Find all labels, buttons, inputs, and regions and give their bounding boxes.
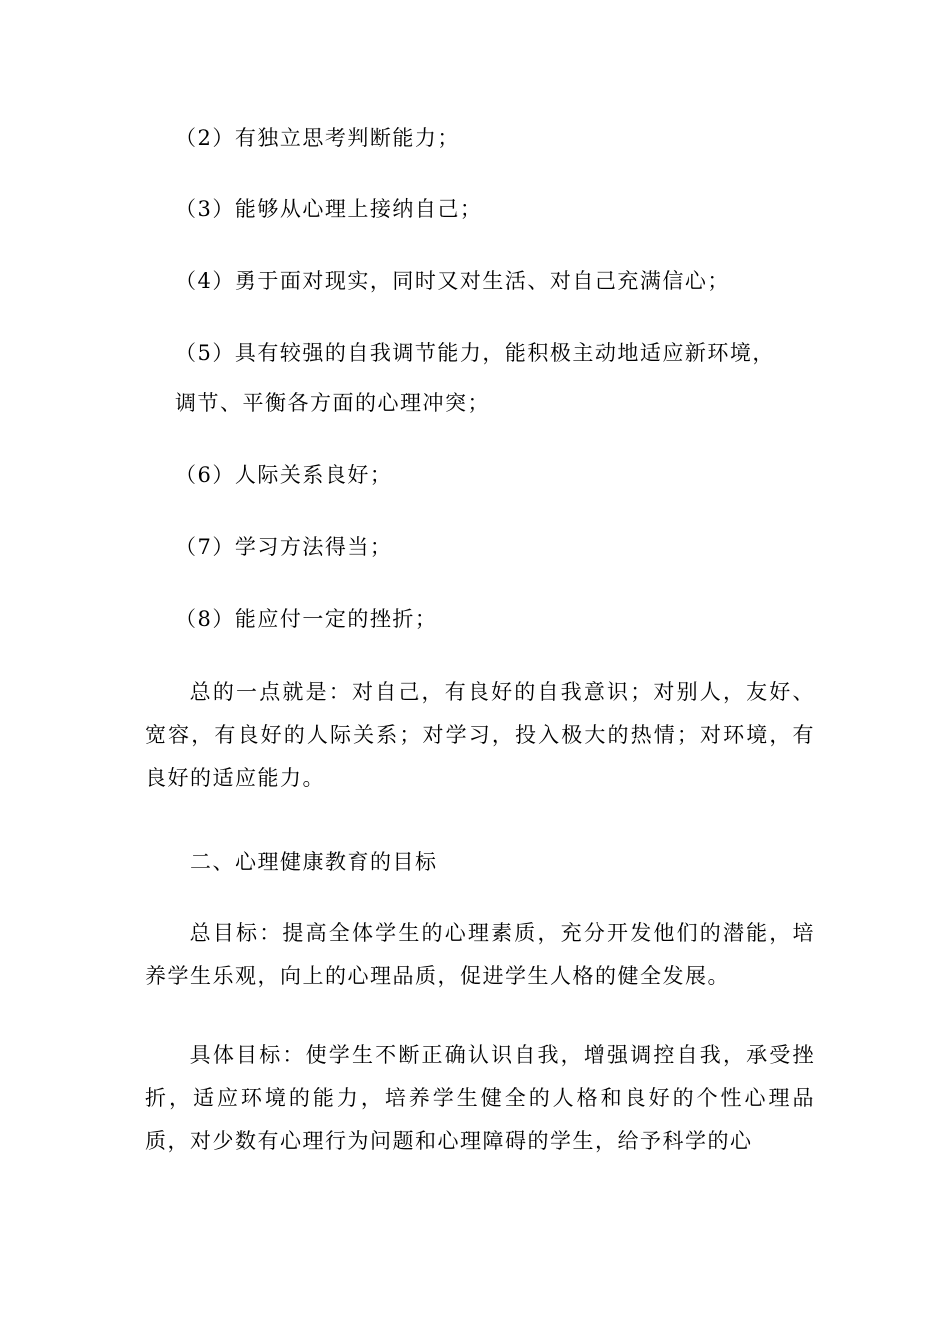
list-item-7: （7）学习方法得当；	[175, 535, 393, 559]
list-item-3: （3）能够从心理上接纳自己；	[175, 197, 483, 221]
summary-paragraph	[145, 671, 815, 800]
list-item-4: （4）勇于面对现实，同时又对生活、对自己充满信心；	[175, 269, 730, 293]
list-item-6: （6）人际关系良好；	[175, 463, 393, 487]
overall-goal-paragraph	[145, 912, 815, 998]
section-heading: 二、心理健康教育的目标	[190, 850, 438, 874]
summary-text: 总的一点就是：对自己，有良好的自我意识；对别人，友好、宽容，有良好的人际关系；对学习，投入极大的热情；对环境，有良好的适应能力。	[145, 680, 815, 790]
list-item-5-continued: 调节、平衡各方面的心理冲突；	[175, 391, 490, 415]
list-item-2: （2）有独立思考判断能力；	[175, 126, 460, 150]
overall-goal-text: 总目标：提高全体学生的心理素质，充分开发他们的潜能，培养学生乐观，向上的心理品质，促进学生人格的健全发展。	[145, 921, 815, 988]
specific-goal-paragraph	[145, 1034, 815, 1163]
list-item-5: （5）具有较强的自我调节能力，能积极主动地适应新环境，	[175, 341, 775, 365]
list-item-8: （8）能应付一定的挫折；	[175, 607, 438, 631]
specific-goal-text: 具体目标：使学生不断正确认识自我，增强调控自我，承受挫折，适应环境的能力，培养学生健全的人格和良好的个性心理品质，对少数有心理行为问题和心理障碍的学生，给予科学的心	[145, 1043, 815, 1153]
